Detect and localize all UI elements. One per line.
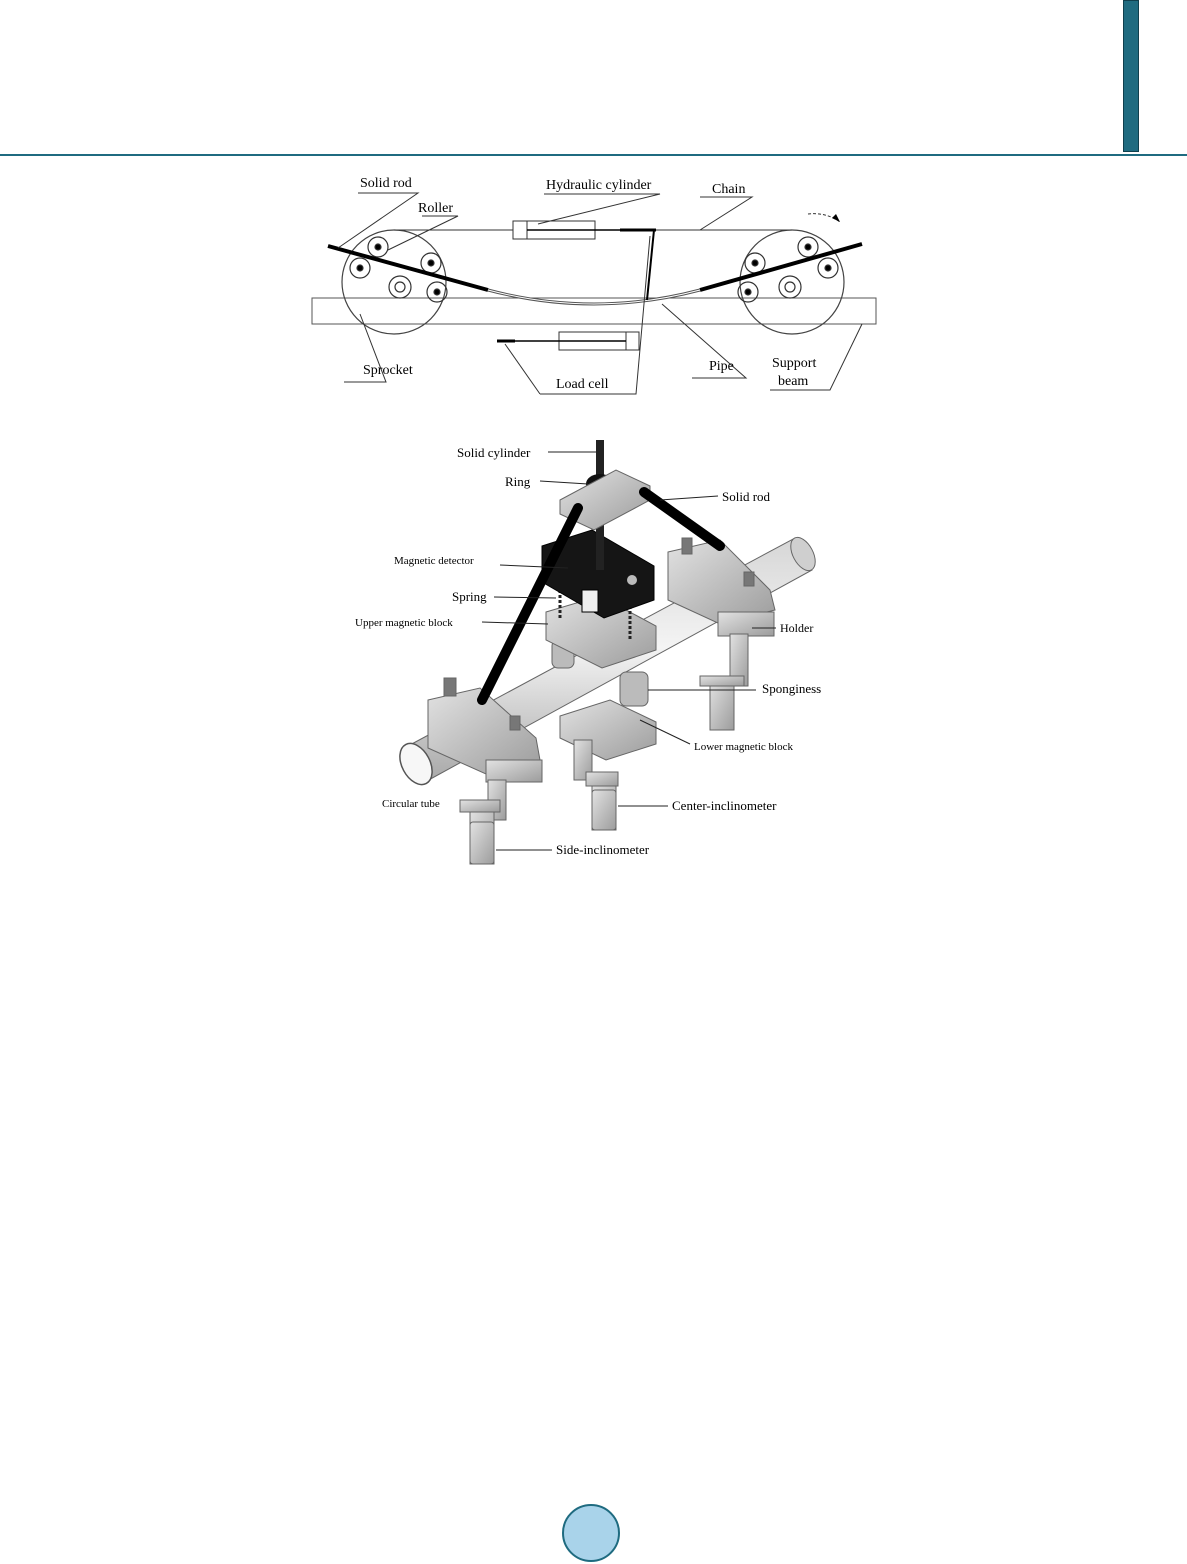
label-lower-magnetic-block: Lower magnetic block xyxy=(694,741,793,753)
label-sponginess: Sponginess xyxy=(762,681,822,696)
label-support-beam-1: Support xyxy=(772,356,817,371)
page-number-badge xyxy=(562,1504,620,1562)
label-ring: Ring xyxy=(505,474,531,489)
label-load-cell: Load cell xyxy=(556,377,609,392)
label-center-inclinometer: Center-inclinometer xyxy=(672,798,777,813)
center-inclinometer xyxy=(592,790,616,830)
label-hydraulic-cylinder: Hydraulic cylinder xyxy=(546,178,652,193)
label-spring: Spring xyxy=(452,589,487,604)
label-pipe: Pipe xyxy=(709,359,734,374)
label-side-inclinometer: Side-inclinometer xyxy=(556,842,650,857)
label-upper-magnetic-block: Upper magnetic block xyxy=(355,617,453,629)
label-solid-cylinder: Solid cylinder xyxy=(457,445,531,460)
label-roller: Roller xyxy=(418,201,453,216)
side-inclinometer xyxy=(470,822,494,864)
label-solid-rod: Solid rod xyxy=(360,176,412,191)
label-holder: Holder xyxy=(780,621,814,635)
label-chain: Chain xyxy=(712,182,746,197)
label-magnetic-detector: Magnetic detector xyxy=(394,555,474,567)
label-solid-rod-3d: Solid rod xyxy=(722,489,771,504)
label-sprocket: Sprocket xyxy=(363,363,413,378)
label-circular-tube: Circular tube xyxy=(382,798,440,810)
label-support-beam-2: beam xyxy=(778,374,809,389)
